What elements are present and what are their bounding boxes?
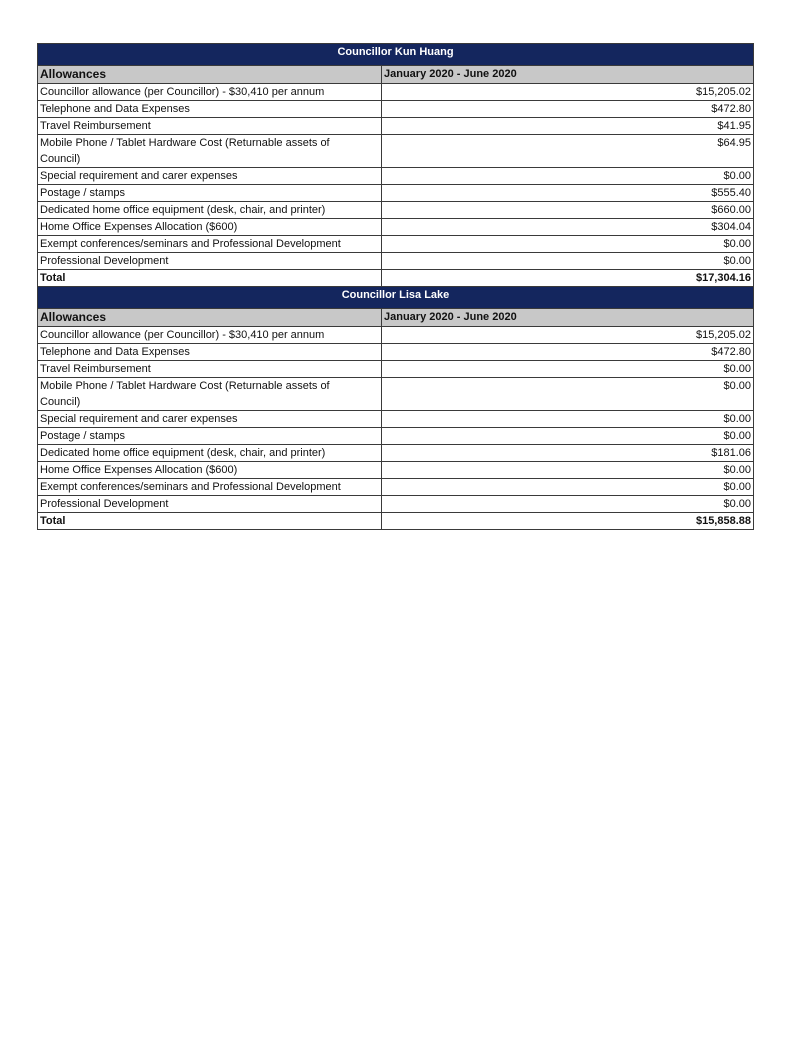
allowances-sheet [37,43,753,530]
allowance-amount: $0.00 [382,411,754,428]
allowance-amount: $0.00 [382,378,754,411]
allowance-amount: $304.04 [382,219,754,236]
allowance-label: Travel Reimbursement [38,118,382,135]
table-row [38,118,754,135]
allowance-amount: $15,205.02 [382,84,754,101]
allowance-amount: $181.06 [382,445,754,462]
allowance-label: Exempt conferences/seminars and Professional Development [38,479,382,496]
allowance-label: Home Office Expenses Allocation ($600) [38,462,382,479]
allowance-label: Mobile Phone / Tablet Hardware Cost (Returnable assets of Council) [38,378,382,411]
table-row [38,378,754,411]
table-row [38,84,754,101]
allowance-amount: $0.00 [382,253,754,270]
councillor-title-row [38,44,754,66]
table-row [38,219,754,236]
allowance-label: Telephone and Data Expenses [38,101,382,118]
councillor-name: Councillor Lisa Lake [38,287,754,309]
allowance-label: Postage / stamps [38,428,382,445]
allowances-table [37,43,754,530]
total-label: Total [38,513,382,530]
total-amount: $17,304.16 [382,270,754,287]
allowance-amount: $555.40 [382,185,754,202]
table-row [38,428,754,445]
allowance-label: Mobile Phone / Tablet Hardware Cost (Returnable assets of Council) [38,135,382,168]
table-row [38,479,754,496]
allowance-label: Councillor allowance (per Councillor) - $30,410 per annum [38,327,382,344]
period-column-header: January 2020 - June 2020 [382,66,754,84]
allowance-amount: $0.00 [382,462,754,479]
table-row [38,496,754,513]
column-header-row [38,309,754,327]
allowance-label: Professional Development [38,496,382,513]
table-row [38,327,754,344]
allowance-label: Special requirement and carer expenses [38,411,382,428]
allowance-label: Postage / stamps [38,185,382,202]
allowance-label: Travel Reimbursement [38,361,382,378]
allowance-label: Telephone and Data Expenses [38,344,382,361]
allowance-amount: $0.00 [382,168,754,185]
allowance-amount: $15,205.02 [382,327,754,344]
allowance-amount: $0.00 [382,428,754,445]
allowance-amount: $41.95 [382,118,754,135]
allowance-label: Special requirement and carer expenses [38,168,382,185]
table-row [38,462,754,479]
table-row [38,185,754,202]
total-amount: $15,858.88 [382,513,754,530]
allowance-amount: $0.00 [382,236,754,253]
table-row [38,253,754,270]
allowance-label: Councillor allowance (per Councillor) - $30,410 per annum [38,84,382,101]
councillor-name: Councillor Kun Huang [38,44,754,66]
period-column-header: January 2020 - June 2020 [382,309,754,327]
total-row [38,513,754,530]
allowance-amount: $0.00 [382,361,754,378]
table-row [38,135,754,168]
table-row [38,344,754,361]
allowance-label: Exempt conferences/seminars and Professional Development [38,236,382,253]
allowance-label: Professional Development [38,253,382,270]
allowance-label: Dedicated home office equipment (desk, chair, and printer) [38,202,382,219]
total-row [38,270,754,287]
table-row [38,411,754,428]
allowance-label: Dedicated home office equipment (desk, chair, and printer) [38,445,382,462]
allowance-amount: $660.00 [382,202,754,219]
allowances-table-body [38,44,754,530]
councillor-title-row [38,287,754,309]
table-row [38,168,754,185]
allowance-amount: $64.95 [382,135,754,168]
table-row [38,236,754,253]
allowances-column-header: Allowances [38,309,382,327]
total-label: Total [38,270,382,287]
table-row [38,445,754,462]
table-row [38,101,754,118]
table-row [38,202,754,219]
allowance-label: Home Office Expenses Allocation ($600) [38,219,382,236]
allowance-amount: $472.80 [382,101,754,118]
column-header-row [38,66,754,84]
allowances-column-header: Allowances [38,66,382,84]
allowance-amount: $472.80 [382,344,754,361]
allowance-amount: $0.00 [382,479,754,496]
table-row [38,361,754,378]
allowance-amount: $0.00 [382,496,754,513]
